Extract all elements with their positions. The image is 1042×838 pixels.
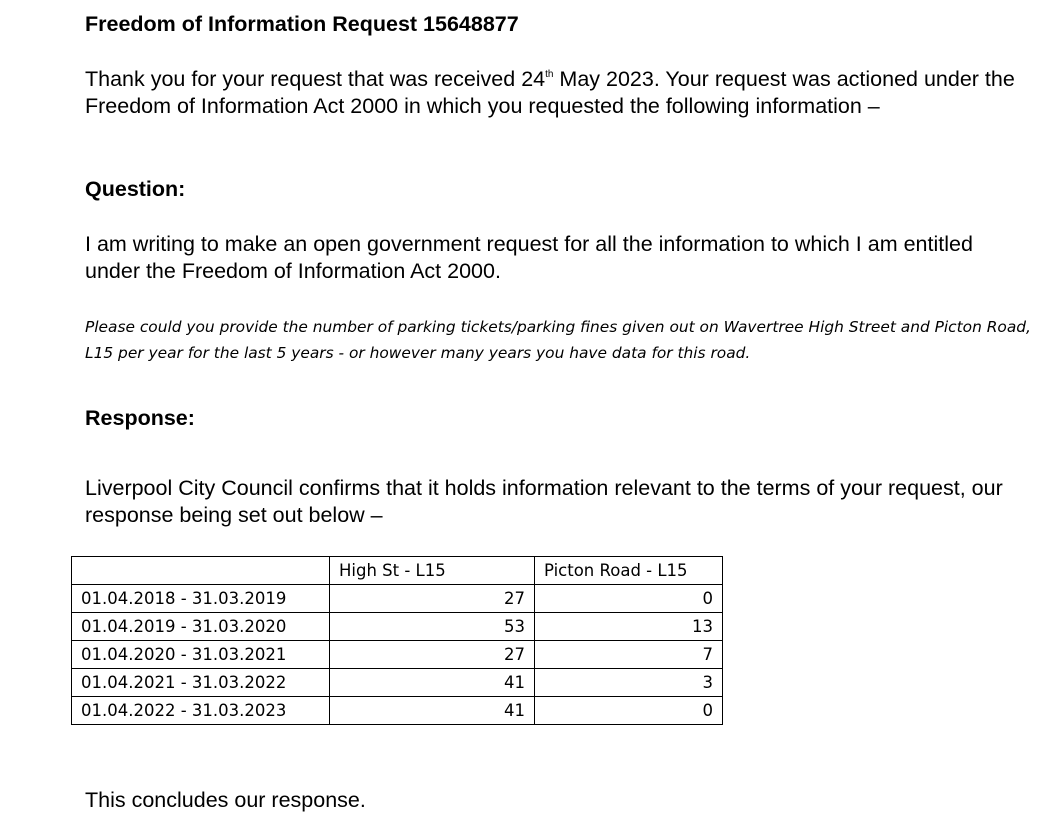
intro-text-start: Thank you for your request that was received 24 (85, 67, 546, 91)
period-cell: 01.04.2021 - 31.03.2022 (72, 669, 330, 697)
table-row (72, 669, 723, 697)
table-row (72, 641, 723, 669)
question-quote: Please could you provide the number of parking tickets/parking fines given out on Wavertree High Street and Picton Road, L15 per year for the last 5 years - or however many years you have data for this road. (85, 318, 1031, 362)
table-row (72, 613, 723, 641)
question-heading: Question: (85, 177, 186, 201)
header-period (72, 557, 330, 585)
high-st-count: 41 (330, 669, 535, 697)
high-st-count: 27 (330, 641, 535, 669)
intro-paragraph (85, 66, 1020, 120)
intro-date-ordinal: th (545, 68, 554, 80)
period-cell: 01.04.2019 - 31.03.2020 (72, 613, 330, 641)
document-title: Freedom of Information Request 15648877 (85, 12, 519, 36)
period-cell: 01.04.2020 - 31.03.2021 (72, 641, 330, 669)
high-st-count: 41 (330, 697, 535, 725)
picton-road-count: 7 (535, 641, 723, 669)
response-heading: Response: (85, 406, 195, 430)
conclusion-text: This concludes our response. (85, 788, 366, 812)
picton-road-count: 0 (535, 697, 723, 725)
period-cell: 01.04.2022 - 31.03.2023 (72, 697, 330, 725)
period-cell: 01.04.2018 - 31.03.2019 (72, 585, 330, 613)
picton-road-count: 3 (535, 669, 723, 697)
parking-fines-table (71, 556, 723, 725)
high-st-count: 53 (330, 613, 535, 641)
intro-text-end: May 2023. Your request was actioned under the Freedom of Information Act 2000 in which you requested the following information – (85, 67, 1015, 118)
table-row (72, 697, 723, 725)
header-picton-road: Picton Road - L15 (535, 557, 723, 585)
high-st-count: 27 (330, 585, 535, 613)
response-body: Liverpool City Council confirms that it holds information relevant to the terms of your request, our response being set out below – (85, 476, 1003, 527)
question-body: I am writing to make an open government request for all the information to which I am entitled under the Freedom of Information Act 2000. (85, 232, 973, 283)
picton-road-count: 0 (535, 585, 723, 613)
table-header-row (72, 557, 723, 585)
picton-road-count: 13 (535, 613, 723, 641)
table-row (72, 585, 723, 613)
header-high-st: High St - L15 (330, 557, 535, 585)
